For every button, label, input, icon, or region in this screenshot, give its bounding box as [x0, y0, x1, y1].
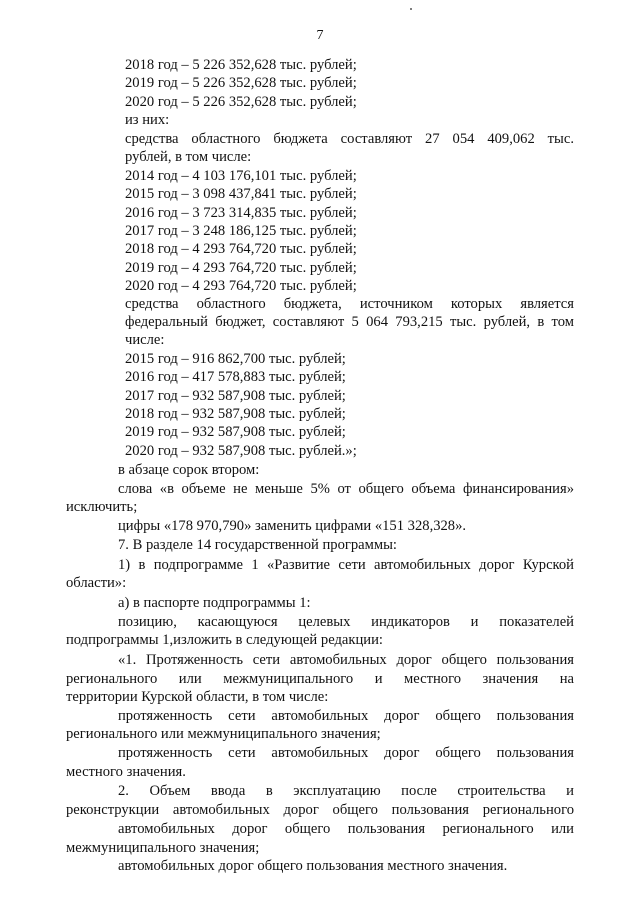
- text-line: средства областного бюджета, источником которых является: [125, 296, 574, 312]
- text-line: области»:: [66, 575, 127, 591]
- text-line: 2019 год – 5 226 352,628 тыс. рублей;: [125, 75, 357, 91]
- text-line: протяженность сети автомобильных дорог общего пользования: [118, 745, 574, 761]
- text-line: 2019 год – 932 587,908 тыс. рублей;: [125, 424, 346, 440]
- text-line: в абзаце сорок втором:: [118, 462, 260, 478]
- scan-speck: [410, 8, 412, 10]
- text-line: рублей, в том числе:: [125, 149, 252, 165]
- text-line: 2014 год – 4 103 176,101 тыс. рублей;: [125, 168, 357, 184]
- page-number: 7: [316, 28, 324, 43]
- text-line: автомобильных дорог общего пользования местного значения.: [118, 858, 508, 874]
- text-line: слова «в объеме не меньше 5% от общего объема финансирования»: [118, 481, 574, 497]
- text-line: межмуниципального значения;: [66, 840, 260, 856]
- text-line: территории Курской области, в том числе:: [66, 689, 329, 705]
- text-line: автомобильных дорог общего пользования регионального или: [118, 821, 574, 837]
- text-line: 2015 год – 3 098 437,841 тыс. рублей;: [125, 186, 357, 202]
- text-line: 2. Объем ввода в эксплуатацию после строительства и: [118, 783, 574, 799]
- text-line: местного значения.: [66, 764, 186, 780]
- text-line: числе:: [125, 332, 165, 348]
- text-line: цифры «178 970,790» заменить цифрами «151 328,328».: [118, 518, 467, 534]
- text-line: 2016 год – 3 723 314,835 тыс. рублей;: [125, 205, 357, 221]
- text-line: 2018 год – 4 293 764,720 тыс. рублей;: [125, 241, 357, 257]
- text-line: исключить;: [66, 499, 138, 515]
- text-line: а) в паспорте подпрограммы 1:: [118, 595, 311, 611]
- text-line: 2020 год – 4 293 764,720 тыс. рублей;: [125, 278, 357, 294]
- text-line: позицию, касающуюся целевых индикаторов и показателей: [118, 614, 574, 630]
- text-line: реконструкции автомобильных дорог общего пользования регионального: [66, 802, 574, 818]
- text-line: федеральный бюджет, составляют 5 064 793,215 тыс. рублей, в том: [125, 314, 574, 330]
- text-line: «1. Протяженность сети автомобильных дорог общего пользования: [118, 652, 574, 668]
- text-line: регионального или межмуниципального и местного значения на: [66, 671, 574, 687]
- text-line: 2020 год – 932 587,908 тыс. рублей.»;: [125, 443, 357, 459]
- text-line: протяженность сети автомобильных дорог общего пользования: [118, 708, 574, 724]
- text-line: 2015 год – 916 862,700 тыс. рублей;: [125, 351, 346, 367]
- text-line: 2018 год – 932 587,908 тыс. рублей;: [125, 406, 346, 422]
- text-line: подпрограммы 1,изложить в следующей редакции:: [66, 632, 383, 648]
- text-line: 2020 год – 5 226 352,628 тыс. рублей;: [125, 94, 357, 110]
- text-line: 2017 год – 3 248 186,125 тыс. рублей;: [125, 223, 357, 239]
- text-line: регионального или межмуниципального значения;: [66, 726, 381, 742]
- text-line: из них:: [125, 112, 170, 128]
- text-line: средства областного бюджета составляют 27 054 409,062 тыс.: [125, 131, 574, 147]
- text-line: 2017 год – 932 587,908 тыс. рублей;: [125, 388, 346, 404]
- text-line: 1) в подпрограмме 1 «Развитие сети автомобильных дорог Курской: [118, 557, 574, 573]
- text-line: 7. В разделе 14 государственной программы:: [118, 537, 397, 553]
- text-line: 2016 год – 417 578,883 тыс. рублей;: [125, 369, 346, 385]
- text-line: 2018 год – 5 226 352,628 тыс. рублей;: [125, 57, 357, 73]
- text-line: 2019 год – 4 293 764,720 тыс. рублей;: [125, 260, 357, 276]
